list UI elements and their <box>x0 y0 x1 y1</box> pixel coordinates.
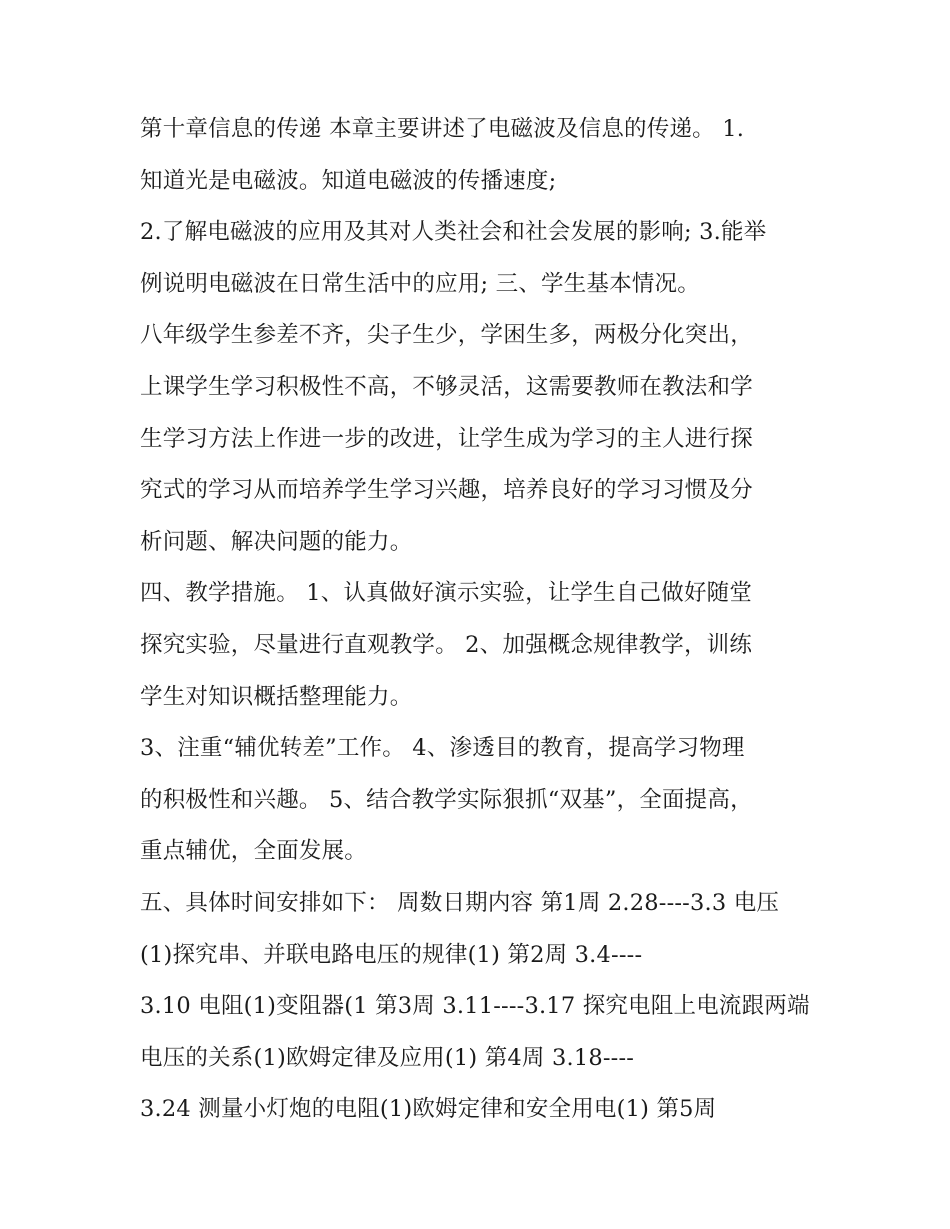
document-body <box>140 104 840 1136</box>
text-line: (1)探究串、并联电路电压的规律(1) 第2周 3.4---- <box>140 941 643 968</box>
text-line: 知道光是电磁波。知道电磁波的传播速度; <box>140 167 557 194</box>
text-line: 究式的学习从而培养学生学习兴趣，培养良好的学习习惯及分 <box>140 477 753 504</box>
text-line: 2.了解电磁波的应用及其对人类社会和社会发展的影响; 3.能举 <box>140 219 767 246</box>
text-line: 3.24 测量小灯炮的电阻(1)欧姆定律和安全用电(1) 第5周 <box>140 1096 717 1123</box>
text-line: 四、教学措施。 1、认真做好演示实验，让学生自己做好随堂 <box>140 580 753 607</box>
text-line: 第十章信息的传递 本章主要讲述了电磁波及信息的传递。 1. <box>140 116 745 142</box>
text-line: 探究实验，尽量进行直观教学。 2、加强概念规律教学，训练 <box>140 631 753 658</box>
text-line: 生学习方法上作进一步的改进，让学生成为学习的主人进行探 <box>140 425 753 452</box>
text-line: 3、注重“辅优转差”工作。 4、渗透目的教育，提高学习物理 <box>140 735 745 762</box>
text-line: 3.10 电阻(1)变阻器(1 第3周 3.11----3.17 探究电阻上电流跟两端 <box>140 993 810 1020</box>
text-line: 重点辅优，全面发展。 <box>140 838 368 865</box>
text-line: 五、具体时间安排如下： 周数日期内容 第1周 2.28----3.3 电压 <box>140 889 780 916</box>
text-line: 电压的关系(1)欧姆定律及应用(1) 第4周 3.18---- <box>140 1044 635 1071</box>
text-line: 析问题、解决问题的能力。 <box>140 528 413 555</box>
text-line: 学生对知识概括整理能力。 <box>140 683 413 710</box>
text-line: 的积极性和兴趣。 5、结合教学实际狠抓“双基”，全面提高， <box>140 786 753 813</box>
text-line: 八年级学生参差不齐，尖子生少，学困生多，两极分化突出， <box>140 322 753 349</box>
text-line: 上课学生学习积极性不高，不够灵活，这需要教师在教法和学 <box>140 373 753 400</box>
text-line: 例说明电磁波在日常生活中的应用; 三、学生基本情况。 <box>140 270 700 297</box>
